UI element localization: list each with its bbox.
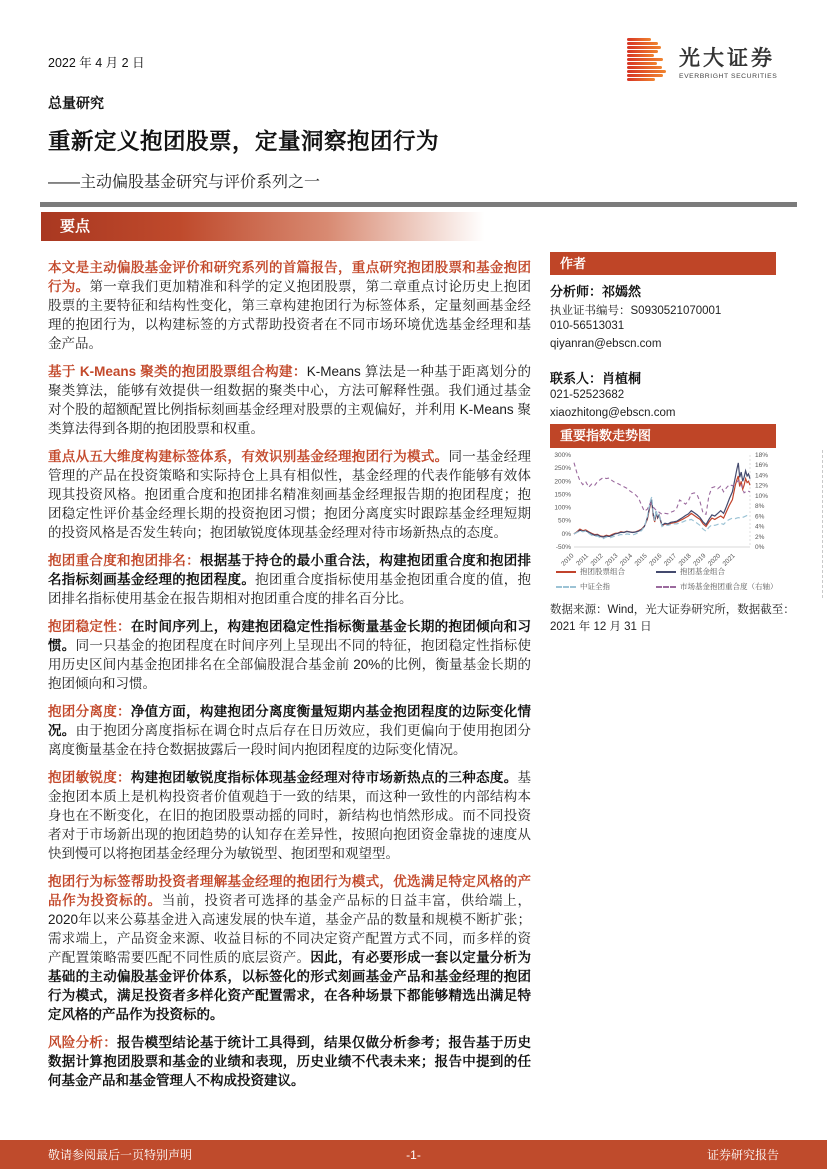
chart-legend <box>556 566 822 592</box>
legend-label: 抱团股票组合 <box>580 567 625 576</box>
analyst-email[interactable]: qiyanran@ebscn.com <box>550 338 662 350</box>
svg-text:4%: 4% <box>755 523 765 531</box>
everbright-logo-icon <box>627 37 671 90</box>
key-point-paragraph <box>48 1033 531 1090</box>
footer-disclaimer[interactable]: 敬请参阅最后一页特别声明 <box>48 1148 193 1162</box>
paragraph-segment: 根据基于持仓的最小重合法，构建抱团重合度和抱团排名指标刻画基金经理的抱团程度。 <box>48 553 532 587</box>
legend-swatch <box>556 586 576 588</box>
legend-label: 市场基金抱团重合度（右轴） <box>680 582 778 591</box>
paragraph-segment: 抱团敏锐度： <box>48 770 131 785</box>
svg-text:150%: 150% <box>554 491 571 499</box>
svg-text:2011: 2011 <box>575 552 591 568</box>
paragraph-segment: 抱团行为标签帮助投资者理解基金经理的抱团行为模式，优选满足特定风格的产品作为投资标的。 <box>48 874 531 908</box>
contact-phone: 021-52523682 <box>550 389 625 401</box>
figure-header: 重要指数走势图 <box>550 424 776 448</box>
paragraph-segment: 风险分析： <box>48 1035 118 1050</box>
svg-text:200%: 200% <box>554 478 571 486</box>
svg-text:10%: 10% <box>755 492 769 500</box>
legend-item <box>656 566 822 577</box>
brand-name-en: EVERBRIGHT SECURITIES <box>679 72 778 80</box>
key-point-paragraph <box>48 872 531 1024</box>
report-date: 2022 年 4 月 2 日 <box>48 56 145 70</box>
key-point-paragraph <box>48 551 531 608</box>
key-point-paragraph <box>48 447 531 542</box>
analyst-name: 分析师：祁嫣然 <box>550 284 642 299</box>
legend-swatch <box>556 571 576 573</box>
paragraph-segment: 当前，投资者可选择的基金产品标的日益丰富，供给端上，2020年以来公募基金进入高速发展的快车道，基金产品的数量和规模不断扩张；需求端上，产品资金来源、收益目标的不同决定资产配置方式不同，而多样的资产配置策略需要匹配不同性质的底层资产。 <box>48 893 532 965</box>
paragraph-segment: 第一章我们更加精准和科学的定义抱团股票，第二章重点讨论历史上抱团股票的主要特征和结构性变化，第三章构建抱团行为标签体系，定量刻画基金经理的抱团行为，以构建标签的方式帮助投资者在不同市场环境优选基金经理和基金产品。 <box>48 279 532 351</box>
svg-text:2014: 2014 <box>618 552 635 568</box>
brand-name-cn: 光大证券 <box>679 47 775 71</box>
legend-swatch <box>656 571 676 573</box>
svg-text:100%: 100% <box>554 504 571 512</box>
paragraph-segment: 同一基金经理管理的产品在投资策略和实际持仓上具有相似性，基金经理的代表作能够有效体现其投资风格。抱团重合度和抱团排名精准刻画基金经理报告期的抱团程度；抱团稳定性评价基金经理长期的投资抱团习惯；抱团分离度实时跟踪基金经理短期的投资风格是否发生转向；抱团敏锐度体现基金经理对待市场新热点的态度。 <box>48 449 532 540</box>
svg-text:2016: 2016 <box>648 552 664 568</box>
legend-item <box>556 566 656 577</box>
svg-text:8%: 8% <box>755 503 765 511</box>
series-市场基金抱团重合度（右轴） <box>574 463 750 515</box>
paragraph-segment: 抱团重合度指标使用基金抱团重合度的值，抱团排名指标使用基金在报告期相对抱团重合度的排名百分比。 <box>48 572 532 606</box>
svg-text:12%: 12% <box>755 482 769 490</box>
footer-report-type: 证券研究报告 <box>706 1148 779 1162</box>
paragraph-segment: 基于 K-Means 聚类的抱团股票组合构建： <box>48 364 307 379</box>
svg-text:2021: 2021 <box>721 552 737 568</box>
key-point-paragraph <box>48 258 531 353</box>
everbright-logo <box>627 37 777 90</box>
paragraph-segment: 报告模型结论基于统计工具得到，结果仅做分析参考；报告基于历史数据计算抱团股票和基金的业绩和表现，历史业绩不代表未来；报告中提到的任何基金产品和基金管理人不构成投资建议。 <box>48 1035 532 1088</box>
figure-source-note: 数据来源：Wind，光大证券研究所，数据截至：2021 年 12 月 31 日 <box>550 604 795 633</box>
paragraph-segment: 同一只基金的抱团程度在时间序列上呈现出不同的特征，抱团稳定性指标使用历史区间内基金抱团排名在全部偏股混合基金前 20%的比例，衡量基金长期的抱团倾向和习惯。 <box>48 638 532 691</box>
legend-label: 抱团基金组合 <box>680 567 725 576</box>
page-footer <box>0 1140 827 1169</box>
key-point-paragraph <box>48 768 531 863</box>
report-subtitle: ——主动偏股基金研究与评价系列之一 <box>48 174 321 191</box>
svg-text:2020: 2020 <box>706 552 723 568</box>
paragraph-segment: 基金抱团本质上是机构投资者价值观趋于一致的结果，而这种一致性的内部结构本身也在不断变化，在旧的抱团股票动摇的同时，新结构也悄然形成。而不同投资者对于市场新出现的抱团趋势的认知存在差异性，按照向抱团资金靠拢的速度从快到慢可以将抱团基金经理分为敏锐型、抱团型和观望型。 <box>48 770 532 861</box>
svg-text:6%: 6% <box>755 513 765 521</box>
paragraph-segment: 净值方面，构建抱团分离度衡量短期内基金抱团程度的边际变化情况。 <box>48 704 532 738</box>
svg-text:14%: 14% <box>755 472 769 480</box>
paragraph-segment: 在时间序列上，构建抱团稳定性指标衡量基金长期的抱团倾向和习惯。 <box>48 619 532 653</box>
report-title: 重新定义抱团股票，定量洞察抱团行为 <box>48 129 440 154</box>
figure-border <box>822 450 823 598</box>
svg-text:2013: 2013 <box>604 552 620 568</box>
authors-header: 作者 <box>550 252 776 275</box>
svg-text:0%: 0% <box>755 544 765 551</box>
key-point-paragraph <box>48 702 531 759</box>
key-point-paragraph <box>48 362 531 438</box>
svg-text:2019: 2019 <box>692 552 708 568</box>
legend-item <box>556 581 656 592</box>
legend-label: 中证全指 <box>580 582 610 591</box>
svg-text:2015: 2015 <box>633 552 649 568</box>
analyst-license: 执业证书编号：S0930521070001 <box>550 305 722 317</box>
contact-email[interactable]: xiaozhitong@ebscn.com <box>550 407 676 419</box>
paragraph-segment: K-Means 算法是一种基于距离划分的聚类算法，能够有效提供一组数据的聚类中心，方法可解释性强。我们通过基金对个股的超额配置比例指标刻画基金经理对股票的主观偏好，并利用 K-Means 聚类算法得到各期的抱团股票和权重。 <box>48 364 532 436</box>
paragraph-segment: 抱团重合度和抱团排名： <box>48 553 200 568</box>
svg-text:2%: 2% <box>755 533 765 541</box>
svg-text:2017: 2017 <box>662 552 679 568</box>
svg-text:16%: 16% <box>755 462 769 470</box>
key-point-paragraph <box>48 617 531 693</box>
svg-text:300%: 300% <box>554 452 571 459</box>
paragraph-segment: 由于抱团分离度指标在调仓时点后存在日历效应，我们更偏向于使用抱团分离度衡量基金在持仓数据披露后一段时间内抱团程度的边际变化情况。 <box>48 723 532 757</box>
svg-text:2018: 2018 <box>677 552 693 568</box>
svg-text:0%: 0% <box>561 530 571 538</box>
report-category: 总量研究 <box>48 95 104 111</box>
paragraph-segment: 本文是主动偏股基金评价和研究系列的首篇报告，重点研究抱团股票和基金抱团行为。 <box>48 260 531 294</box>
series-抱团股票组合 <box>574 476 750 537</box>
index-chart-svg <box>550 450 823 578</box>
svg-text:250%: 250% <box>554 465 571 473</box>
legend-item <box>656 581 822 592</box>
key-points-body <box>48 258 531 1099</box>
legend-swatch <box>656 586 676 588</box>
paragraph-segment: 重点从五大维度构建标签体系，有效识别基金经理抱团行为模式。 <box>48 449 449 464</box>
analyst-phone: 010-56513031 <box>550 320 625 332</box>
paragraph-segment: 抱团稳定性： <box>48 619 131 634</box>
contact-name: 联系人：肖植桐 <box>550 371 642 386</box>
svg-text:2012: 2012 <box>589 552 605 568</box>
paragraph-segment: 抱团分离度： <box>48 704 131 719</box>
svg-text:2010: 2010 <box>560 552 576 568</box>
key-points-header: 要点 <box>41 212 503 241</box>
paragraph-segment: 构建抱团敏锐度指标体现基金经理对待市场新热点的三种态度。 <box>130 770 518 785</box>
svg-text:-50%: -50% <box>555 544 571 551</box>
paragraph-segment: 因此，有必要形成一套以定量分析为基础的主动偏股基金评价体系，以标签化的形式刻画基金产品和基金经理的抱团行为模式，满足投资者多样化资产配置需求，在各种场景下都能够精选出满足特定风格的产品作为投资标的。 <box>48 950 532 1022</box>
svg-text:50%: 50% <box>557 517 571 525</box>
svg-text:18%: 18% <box>755 452 769 459</box>
page-number: -1- <box>406 1147 421 1162</box>
header-divider <box>40 202 797 207</box>
